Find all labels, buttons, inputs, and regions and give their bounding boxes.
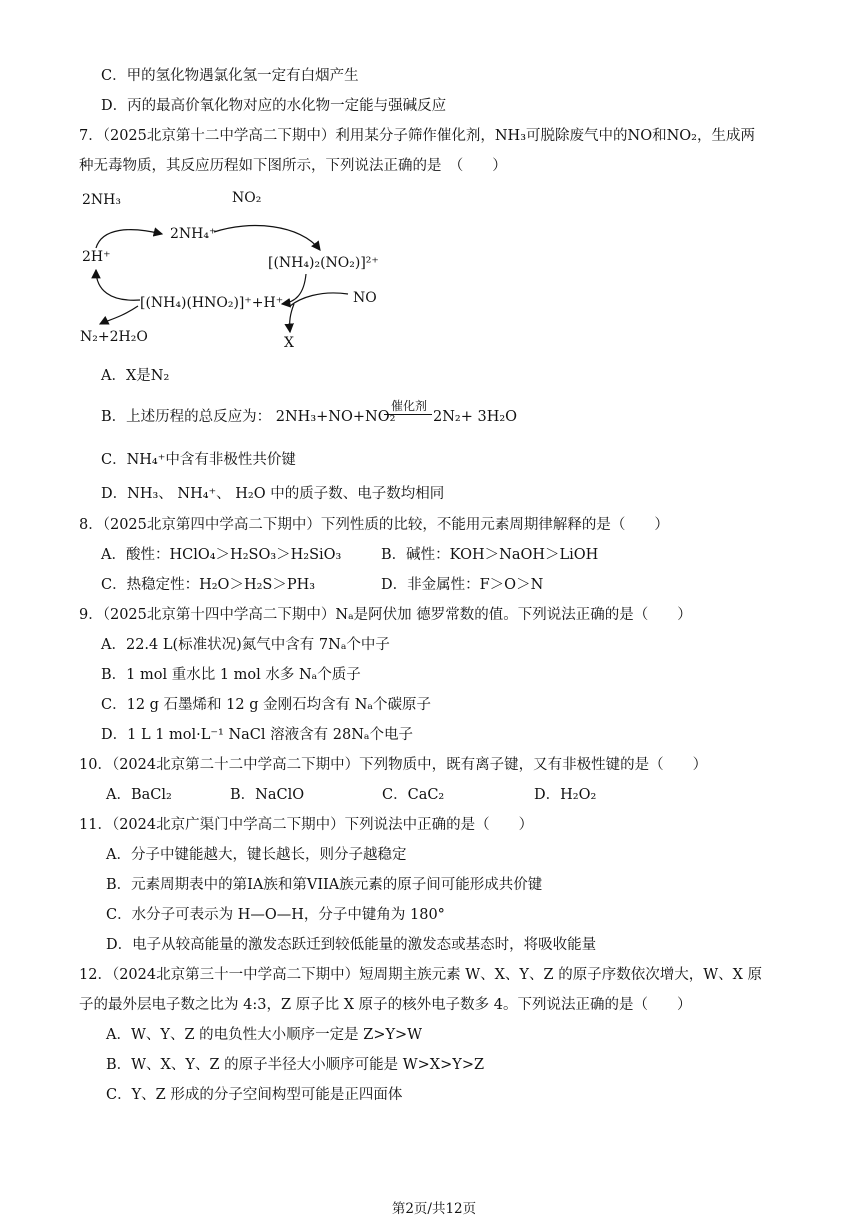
q9-option-a: A．22.4 L(标准状况)氮气中含有 7Nₐ个中子	[101, 637, 390, 653]
diagram-complex1: [(NH₄)₂(NO₂)]²⁺	[268, 255, 379, 271]
diagram-nh3: 2NH₃	[82, 192, 121, 208]
q10-option-b: B．NaClO	[230, 787, 305, 803]
q10-option-a: A．BaCl₂	[106, 787, 172, 803]
q9-option-c: C．12 g 石墨烯和 12 g 金刚石均含有 Nₐ个碳原子	[101, 697, 431, 713]
q6-option-c: C．甲的氢化物遇氯化氢一定有白烟产生	[101, 68, 359, 84]
q11-option-b: B．元素周期表中的第IA族和第VIIA族元素的原子间可能形成共价键	[106, 877, 543, 893]
q8-option-d: D．非金属性：F＞O＞N	[381, 577, 544, 593]
q9-stem: 9．（2025北京第十四中学高二下期中）Nₐ是阿伏加 德罗常数的值。下列说法正确的是（ ）	[79, 607, 692, 623]
q10-option-c: C．CaC₂	[382, 787, 445, 803]
diagram-x: X	[284, 335, 294, 351]
arrow-x-out	[290, 304, 294, 332]
arrow-to-products	[100, 306, 138, 324]
q12-option-b: B．W、X、Y、Z 的原子半径大小顺序可能是 W>X>Y>Z	[106, 1057, 485, 1073]
diagram-no2: NO₂	[232, 190, 262, 206]
arrow-complex2-to-h	[96, 270, 140, 300]
q6-option-d: D．丙的最高价氧化物对应的水化物一定能与强碱反应	[101, 98, 447, 114]
q7-option-b-left: B．上述历程的总反应为： 2NH₃+NO+NO₂	[101, 409, 396, 425]
q11-stem: 11．（2024北京广渠门中学高二下期中）下列说法中正确的是（ ）	[79, 817, 534, 833]
q7-option-c: C．NH₄⁺中含有非极性共价键	[101, 452, 296, 468]
q11-option-a: A．分子中键能越大，键长越长，则分子越稳定	[106, 847, 407, 863]
q9-option-b: B．1 mol 重水比 1 mol 水多 Nₐ个质子	[101, 667, 361, 683]
q8-option-a: A．酸性：HClO₄＞H₂SO₃＞H₂SiO₃	[101, 547, 342, 563]
q12-option-c: C．Y、Z 形成的分子空间构型可能是正四面体	[106, 1087, 403, 1103]
q7-stem-line2: 种无毒物质，其反应历程如下图所示，下列说法正确的是 （ ）	[79, 158, 507, 174]
q7-option-d: D．NH₃、 NH₄⁺、 H₂O 中的质子数、电子数均相同	[101, 486, 445, 502]
diagram-hplus: 2H⁺	[82, 249, 111, 265]
reaction-arrow-bar	[384, 414, 432, 415]
page-footer: 第2页/共12页	[391, 1201, 477, 1217]
q10-option-d: D．H₂O₂	[534, 787, 597, 803]
arrow-nh4-to-complex	[214, 226, 320, 250]
q11-option-c: C．水分子可表示为 H—O—H，分子中键角为 180°	[106, 907, 445, 923]
q9-option-d: D．1 L 1 mol·L⁻¹ NaCl 溶液含有 28Nₐ个电子	[101, 727, 413, 743]
q12-option-a: A．W、Y、Z 的电负性大小顺序一定是 Z>Y>W	[106, 1027, 423, 1043]
diagram-no: NO	[353, 290, 377, 306]
q8-stem: 8．（2025北京第四中学高二下期中）下列性质的比较，不能用元素周期律解释的是（ ）	[79, 517, 669, 533]
arrow-h-to-nh4	[96, 230, 162, 248]
diagram-products: N₂+2H₂O	[80, 329, 148, 345]
q8-option-c: C．热稳定性：H₂O＞H₂S＞PH₃	[101, 577, 316, 593]
q11-option-d: D．电子从较高能量的激发态跃迁到较低能量的激发态或基态时，将吸收能量	[106, 937, 597, 953]
q10-stem: 10．（2024北京第二十二中学高二下期中）下列物质中，既有离子键，又有非极性键的是（ ）	[79, 757, 708, 773]
q7-option-a: A．X是N₂	[101, 368, 170, 384]
reaction-mechanism-diagram	[0, 180, 420, 360]
diagram-nh4: 2NH₄⁺	[170, 226, 217, 242]
catalyst-label: 催化剂	[391, 399, 428, 413]
diagram-complex2: [(NH₄)(HNO₂)]⁺+H⁺	[140, 295, 284, 311]
q7-option-b-right: 2N₂+ 3H₂O	[433, 409, 518, 425]
q7-stem-line1: 7．（2025北京第十二中学高二下期中）利用某分子筛作催化剂，NH₃可脱除废气中的NO和NO₂，生成两	[79, 128, 755, 144]
q8-option-b: B．碱性：KOH＞NaOH＞LiOH	[381, 547, 599, 563]
q12-stem-line1: 12．（2024北京第三十一中学高二下期中）短周期主族元素 W、X、Y、Z 的原子序数依次增大，W、X 原	[79, 967, 763, 983]
arrow-complex-to-complex2	[282, 274, 306, 304]
q12-stem-line2: 子的最外层电子数之比为 4:3，Z 原子比 X 原子的核外电子数多 4。下列说法正确的是（ ）	[79, 997, 692, 1013]
